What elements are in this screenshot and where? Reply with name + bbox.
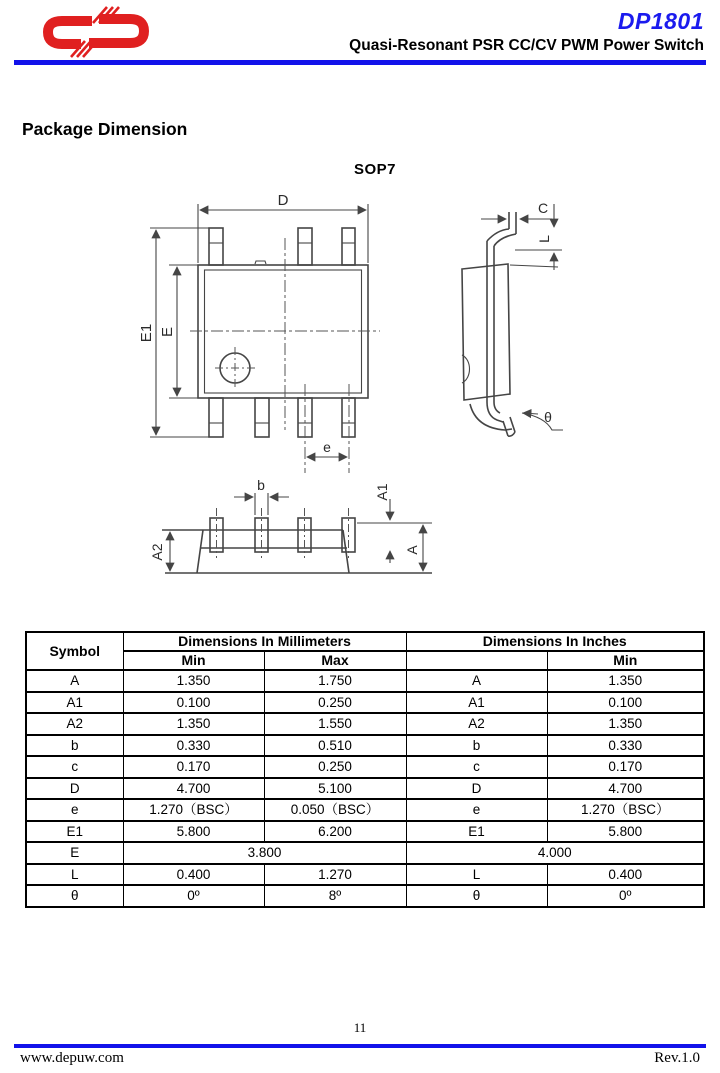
cell-in-symbol: L [406, 864, 547, 886]
cell-in-symbol: A [406, 670, 547, 692]
header-text-block [349, 8, 704, 55]
cell-mm-max: 1.750 [264, 670, 406, 692]
table-row [26, 735, 704, 757]
dimension-table [25, 631, 705, 908]
cell-in-min: 5.800 [547, 821, 704, 843]
dim-label-e: e [323, 439, 331, 455]
cell-mm-min: 0.400 [123, 864, 264, 886]
front-view [149, 477, 432, 573]
footer-divider [14, 1044, 706, 1048]
dim-label-D: D [277, 192, 289, 209]
table-row [26, 864, 704, 886]
cell-symbol: θ [26, 885, 123, 907]
cell-in-symbol: A2 [406, 713, 547, 735]
cell-mm-min: 1.350 [123, 670, 264, 692]
cell-in-min: 1.350 [547, 670, 704, 692]
table-row-E-merged [26, 842, 704, 864]
page-title: Package Dimension [22, 119, 188, 139]
cell-in-min: 0.330 [547, 735, 704, 757]
table-header-row-1 [26, 632, 704, 651]
cell-mm-min: 0.100 [123, 692, 264, 714]
cell-symbol: e [26, 799, 123, 821]
dim-label-b: b [257, 477, 265, 493]
col-header-symbol: Symbol [26, 632, 123, 670]
cell-symbol: L [26, 864, 123, 886]
table-row [26, 821, 704, 843]
cell-mm-max: 5.100 [264, 778, 406, 800]
table-row [26, 756, 704, 778]
cell-mm-max: 0.050（BSC） [264, 799, 406, 821]
cell-mm-max: 0.250 [264, 692, 406, 714]
side-view [462, 200, 563, 436]
package-type-label: SOP7 [353, 161, 397, 178]
cell-in-symbol: A1 [406, 692, 547, 714]
cell-mm-max: 6.200 [264, 821, 406, 843]
cell-mm-min: 0º [123, 885, 264, 907]
cell-in-symbol: E1 [406, 821, 547, 843]
top-view [138, 192, 380, 473]
footer-revision: Rev.1.0 [654, 1050, 700, 1066]
cell-symbol: A1 [26, 692, 123, 714]
cell-mm-max: 0.510 [264, 735, 406, 757]
col-header-mm-min: Min [123, 651, 264, 670]
cell-in-min: 4.700 [547, 778, 704, 800]
dim-label-C: C [537, 200, 549, 216]
dim-label-A1: A1 [374, 483, 390, 501]
table-row [26, 692, 704, 714]
cell-in-symbol: θ [406, 885, 547, 907]
table-row [26, 670, 704, 692]
dim-label-A: A [404, 545, 420, 555]
cell-symbol: E1 [26, 821, 123, 843]
cell-symbol: A2 [26, 713, 123, 735]
table-row [26, 778, 704, 800]
dimension-table-wrap [25, 631, 703, 908]
cell-mm-min: 4.700 [123, 778, 264, 800]
cell-mm-min: 1.270（BSC） [123, 799, 264, 821]
cell-in-min: 0.170 [547, 756, 704, 778]
page-number: 11 [353, 1020, 367, 1035]
cell-mm-max: 8º [264, 885, 406, 907]
col-header-in-min: Min [547, 651, 704, 670]
cell-mm-min: 1.350 [123, 713, 264, 735]
cell-in-symbol: e [406, 799, 547, 821]
col-header-mm-max: Max [264, 651, 406, 670]
dim-label-L: L [536, 235, 552, 243]
cell-mm-max: 1.550 [264, 713, 406, 735]
dim-label-A2: A2 [149, 543, 165, 561]
cell-mm-min: 5.800 [123, 821, 264, 843]
cell-in-min: 0.100 [547, 692, 704, 714]
cell-mm-merged: 3.800 [123, 842, 406, 864]
package-dimension-drawing [0, 150, 720, 590]
table-row [26, 885, 704, 907]
cell-in-min: 0.400 [547, 864, 704, 886]
cell-mm-max: 0.250 [264, 756, 406, 778]
cell-in-min: 1.350 [547, 713, 704, 735]
col-header-inches: Dimensions In Inches [406, 632, 704, 651]
table-header-row-2 [26, 651, 704, 670]
table-row [26, 713, 704, 735]
cell-mm-min: 0.170 [123, 756, 264, 778]
cell-in-min: 1.270（BSC） [547, 799, 704, 821]
cell-in-symbol: c [406, 756, 547, 778]
product-name: DP1801 [617, 8, 704, 34]
cell-symbol: E [26, 842, 123, 864]
logo-right-link [89, 19, 144, 43]
col-header-in-symbol [406, 651, 547, 670]
document-subtitle: Quasi-Resonant PSR CC/CV PWM Power Switch [349, 37, 704, 54]
table-row [26, 799, 704, 821]
dim-label-E: E [159, 326, 176, 338]
cell-symbol: b [26, 735, 123, 757]
cell-in-symbol: D [406, 778, 547, 800]
cell-in-merged: 4.000 [406, 842, 704, 864]
cell-symbol: c [26, 756, 123, 778]
cell-in-min: 0º [547, 885, 704, 907]
cell-symbol: A [26, 670, 123, 692]
logo-left-link [48, 21, 92, 44]
header-divider [14, 60, 706, 65]
cell-in-symbol: b [406, 735, 547, 757]
col-header-mm: Dimensions In Millimeters [123, 632, 406, 651]
dim-label-theta: θ [544, 409, 552, 425]
cell-mm-max: 1.270 [264, 864, 406, 886]
cell-mm-min: 0.330 [123, 735, 264, 757]
dim-label-E1: E1 [138, 323, 155, 343]
cell-symbol: D [26, 778, 123, 800]
footer-website: www.depuw.com [20, 1050, 124, 1066]
company-logo [35, 6, 157, 58]
